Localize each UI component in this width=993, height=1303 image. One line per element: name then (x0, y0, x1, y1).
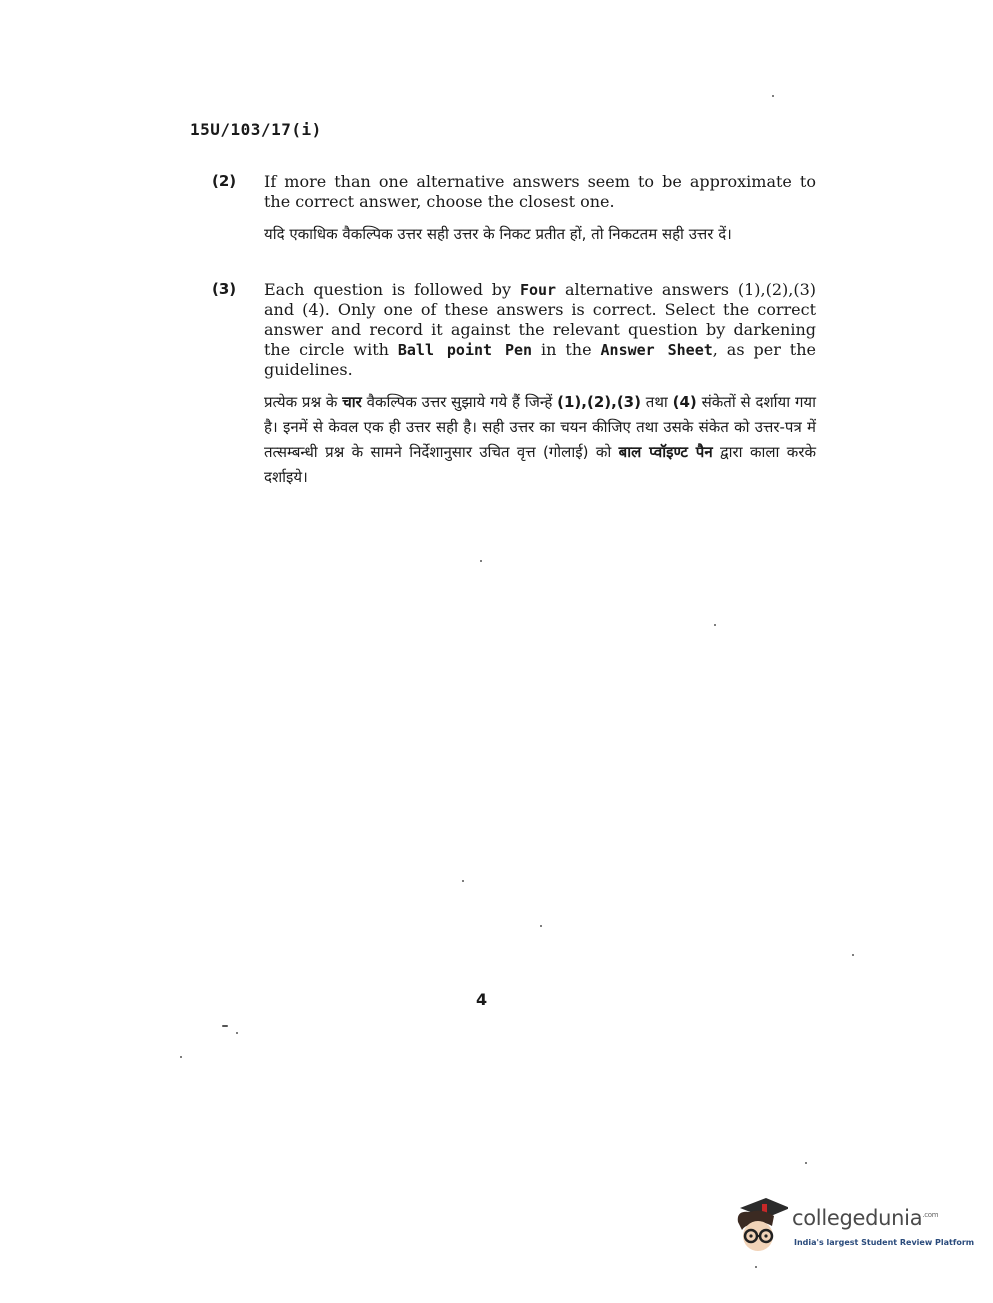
scan-speck (236, 1032, 238, 1034)
scan-speck (852, 954, 854, 956)
scan-speck (805, 1162, 807, 1164)
emphasis-ball-point-pen: Ball point Pen (397, 341, 533, 359)
emphasis-options: (1),(2),(3) (557, 393, 641, 411)
scan-speck (480, 560, 482, 562)
collegedunia-watermark (732, 1196, 975, 1256)
scan-speck (222, 1025, 228, 1027)
instruction-3-english: Each question is followed by Four alternative answers (1),(2),(3) and (4). Only one of these answers is correct. Select the correct answer and record it against the relevant question by darkening the circle with Ball point Pen in the Answer Sheet, as per the guidelines. (264, 280, 817, 379)
mascot-logo-icon (732, 1196, 788, 1254)
brand-name: collegedunia$^{.com}$ (792, 1206, 939, 1230)
emphasis-option-4: (4) (672, 393, 697, 411)
scan-speck (714, 624, 716, 626)
scan-speck (462, 880, 464, 882)
paper-code: 15U/103/17(i) (190, 120, 322, 139)
instruction-2-hindi: यदि एकाधिक वैकल्पिक उत्तर सही उत्तर के निकट प्रतीत हों, तो निकटतम सही उत्तर दें। (264, 225, 732, 243)
emphasis-answer-sheet: Answer Sheet (600, 341, 713, 359)
instruction-number: (2) (212, 172, 237, 190)
emphasis-four: Four (519, 281, 557, 299)
scan-speck (540, 925, 542, 927)
brand-domain: .com (922, 1211, 939, 1219)
instruction-3-hindi: प्रत्येक प्रश्न के चार वैकल्पिक उत्तर सुझाये गये हैं जिन्हें (1),(2),(3) तथा (4) संकेतों से दर्शाया गया है। इनमें से केवल एक ही उत्तर सही है। सही उत्तर का चयन कीजिए तथा उसके संकेत को उत्तर-पत्र में तत्सम्बन्धी प्रश्न के सामने निर्देशानुसार उचित वृत्त (गोलाई) को बाल प्वॉइण्ट पैन द्वारा काला करके दर्शाइये। (264, 393, 816, 486)
scan-speck (180, 1056, 182, 1058)
emphasis-chaar: चार (342, 393, 362, 411)
instruction-number: (3) (212, 280, 237, 298)
instruction-3 (212, 280, 816, 490)
brand-tagline: India's largest Student Review Platform (794, 1238, 975, 1247)
scan-speck (755, 1266, 757, 1268)
scan-speck (772, 95, 774, 97)
instruction-2 (212, 172, 816, 247)
emphasis-ball-point-pen-hindi: बाल प्वॉइण्ट पैन (618, 443, 713, 461)
instruction-2-english: If more than one alternative answers seem to be approximate to the correct answer, choose the closest one. (264, 172, 816, 211)
page-number: 4 (476, 990, 488, 1009)
